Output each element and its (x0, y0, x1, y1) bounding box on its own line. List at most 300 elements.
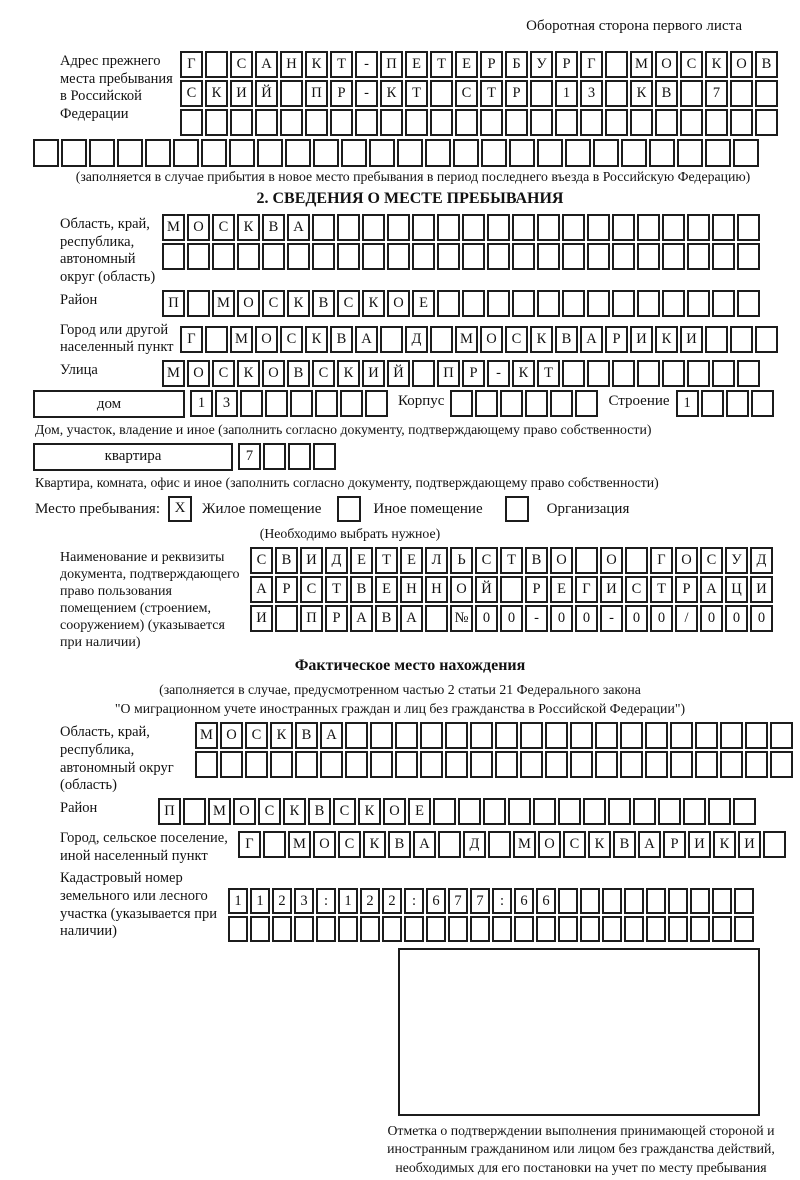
char-cell (734, 888, 754, 914)
char-cell: Д (325, 547, 348, 574)
char-cell (453, 139, 479, 167)
prev-address-block (60, 51, 800, 136)
char-cell (645, 722, 668, 749)
street-label: Улица (60, 362, 98, 379)
char-cell: Р (330, 80, 353, 107)
char-cell (637, 290, 660, 317)
char-cell: 1 (228, 888, 248, 914)
char-cell: С (563, 831, 586, 858)
char-cell: : (492, 888, 512, 914)
district-cells (162, 290, 760, 317)
char-cell (480, 109, 503, 136)
char-cell (285, 139, 311, 167)
document-row-3 (250, 605, 773, 632)
char-cell (500, 390, 523, 417)
char-cell (387, 243, 410, 270)
char-cell (288, 443, 311, 470)
char-cell: Р (505, 80, 528, 107)
char-cell: : (316, 888, 336, 914)
apartment-type-box: квартира (33, 443, 233, 471)
char-cell (312, 243, 335, 270)
char-cell (337, 214, 360, 241)
char-cell (487, 290, 510, 317)
char-cell: А (580, 326, 603, 353)
char-cell (470, 916, 490, 942)
char-cell: Р (480, 51, 503, 78)
char-cell: С (680, 51, 703, 78)
char-cell (550, 390, 573, 417)
actual-city-cells (238, 831, 786, 858)
char-cell (587, 360, 610, 387)
city-row (60, 320, 800, 357)
char-cell (612, 360, 635, 387)
char-cell: В (555, 326, 578, 353)
char-cell (658, 798, 681, 825)
apartment-cells (238, 443, 336, 470)
char-cell: П (300, 605, 323, 632)
actual-city-label: Город, сельское поселение, иной населенный пункт (60, 829, 228, 864)
char-cell (255, 109, 278, 136)
char-cell: : (404, 888, 424, 914)
char-cell: Р (663, 831, 686, 858)
char-cell: 0 (750, 605, 773, 632)
char-cell (295, 751, 318, 778)
char-cell (33, 139, 59, 167)
char-cell: 7 (470, 888, 490, 914)
char-cell (555, 109, 578, 136)
char-cell: С (300, 576, 323, 603)
char-cell: А (700, 576, 723, 603)
char-cell: № (450, 605, 473, 632)
char-cell (558, 798, 581, 825)
char-cell (580, 916, 600, 942)
confirmation-stamp-box (398, 948, 760, 1116)
char-cell (487, 214, 510, 241)
char-cell (395, 722, 418, 749)
char-cell: А (250, 576, 273, 603)
char-cell: Р (525, 576, 548, 603)
char-cell: А (400, 605, 423, 632)
char-cell (280, 80, 303, 107)
char-cell (536, 916, 556, 942)
char-cell: Т (330, 51, 353, 78)
char-cell (205, 326, 228, 353)
street-cells (162, 360, 760, 387)
stay-type-label: Место пребывания: (35, 500, 160, 517)
char-cell (745, 751, 768, 778)
char-cell (405, 109, 428, 136)
char-cell (712, 290, 735, 317)
char-cell: И (362, 360, 385, 387)
char-cell: В (262, 214, 285, 241)
char-cell: А (638, 831, 661, 858)
char-cell (187, 290, 210, 317)
char-cell (533, 798, 556, 825)
char-cell (470, 722, 493, 749)
char-cell (262, 243, 285, 270)
char-cell: К (237, 214, 260, 241)
korpus-label: Корпус (398, 393, 445, 410)
char-cell (593, 139, 619, 167)
char-cell (730, 326, 753, 353)
char-cell (637, 360, 660, 387)
char-cell: И (230, 80, 253, 107)
char-cell: У (725, 547, 748, 574)
char-cell (117, 139, 143, 167)
char-cell (637, 243, 660, 270)
char-cell (360, 916, 380, 942)
prev-address-row-1 (180, 51, 778, 78)
char-cell (602, 916, 622, 942)
char-cell (387, 214, 410, 241)
char-cell: О (237, 290, 260, 317)
char-cell: М (288, 831, 311, 858)
char-cell (705, 326, 728, 353)
char-cell: А (320, 722, 343, 749)
char-cell (220, 751, 243, 778)
region-row-2 (162, 243, 760, 270)
char-cell (545, 751, 568, 778)
char-cell: - (355, 80, 378, 107)
char-cell: Д (463, 831, 486, 858)
char-cell: Г (238, 831, 261, 858)
actual-region-row (60, 722, 800, 795)
char-cell: Й (387, 360, 410, 387)
char-cell: Т (537, 360, 560, 387)
char-cell (570, 751, 593, 778)
actual-district-row (60, 798, 800, 825)
char-cell: Е (400, 547, 423, 574)
char-cell (355, 109, 378, 136)
char-cell (362, 243, 385, 270)
char-cell (755, 80, 778, 107)
char-cell: П (380, 51, 403, 78)
char-cell (737, 360, 760, 387)
char-cell: С (505, 326, 528, 353)
char-cell (537, 290, 560, 317)
char-cell: - (487, 360, 510, 387)
char-cell: О (600, 547, 623, 574)
char-cell (620, 722, 643, 749)
char-cell: 1 (676, 390, 699, 417)
char-cell (370, 751, 393, 778)
char-cell (512, 243, 535, 270)
char-cell: Г (180, 51, 203, 78)
apartment-row (33, 443, 800, 471)
char-cell (680, 109, 703, 136)
char-cell: С (625, 576, 648, 603)
char-cell (537, 139, 563, 167)
char-cell: К (358, 798, 381, 825)
stroenie-label: Строение (608, 393, 670, 410)
char-cell: К (337, 360, 360, 387)
char-cell: Р (555, 51, 578, 78)
char-cell: Г (580, 51, 603, 78)
char-cell: Р (675, 576, 698, 603)
char-cell: О (313, 831, 336, 858)
char-cell: А (255, 51, 278, 78)
char-cell: С (258, 798, 281, 825)
checkbox-organization (505, 496, 529, 522)
char-cell (420, 751, 443, 778)
char-cell (470, 751, 493, 778)
char-cell: М (513, 831, 536, 858)
char-cell: М (208, 798, 231, 825)
char-cell: С (212, 360, 235, 387)
char-cell: Г (650, 547, 673, 574)
char-cell (583, 798, 606, 825)
prev-address-row-2 (180, 80, 778, 107)
char-cell (61, 139, 87, 167)
char-cell (751, 390, 774, 417)
char-cell (677, 139, 703, 167)
actual-region-row-2 (195, 751, 793, 778)
prev-address-row-4 (33, 139, 800, 167)
char-cell: О (187, 214, 210, 241)
actual-district-cells (158, 798, 756, 825)
char-cell (730, 109, 753, 136)
char-cell: 6 (536, 888, 556, 914)
char-cell: О (262, 360, 285, 387)
char-cell: Е (375, 576, 398, 603)
char-cell: 0 (700, 605, 723, 632)
char-cell (701, 390, 724, 417)
char-cell (481, 139, 507, 167)
char-cell (173, 139, 199, 167)
cadastral-grid (228, 888, 754, 942)
stay-type-row (35, 496, 800, 522)
char-cell: Ь (450, 547, 473, 574)
char-cell: В (350, 576, 373, 603)
checkbox-other-premises (337, 496, 361, 522)
checkbox-residential: X (168, 496, 192, 522)
char-cell (201, 139, 227, 167)
char-cell (737, 290, 760, 317)
char-cell: С (455, 80, 478, 107)
char-cell (655, 109, 678, 136)
char-cell: В (308, 798, 331, 825)
char-cell (705, 109, 728, 136)
char-cell (633, 798, 656, 825)
char-cell: 3 (580, 80, 603, 107)
char-cell (625, 547, 648, 574)
district-row (60, 290, 800, 317)
cadastral-row-1 (228, 888, 754, 914)
char-cell: К (588, 831, 611, 858)
stroenie-cells (676, 390, 774, 417)
char-cell: О (730, 51, 753, 78)
char-cell: М (212, 290, 235, 317)
char-cell (455, 109, 478, 136)
actual-location-caption-2: "О миграционном учете иностранных граждан и лиц без гражданства в Российской Федерации") (114, 701, 686, 717)
char-cell (695, 751, 718, 778)
char-cell (488, 831, 511, 858)
char-cell (730, 80, 753, 107)
char-cell (462, 290, 485, 317)
page-side-note: Оборотная сторона первого листа (526, 18, 742, 34)
char-cell (580, 109, 603, 136)
char-cell (275, 605, 298, 632)
char-cell: С (337, 290, 360, 317)
char-cell (337, 243, 360, 270)
house-row (33, 390, 800, 418)
char-cell (562, 290, 585, 317)
char-cell (445, 722, 468, 749)
char-cell: К (305, 51, 328, 78)
char-cell: Л (425, 547, 448, 574)
actual-district-label: Район (60, 799, 98, 816)
char-cell (365, 390, 388, 417)
char-cell: С (280, 326, 303, 353)
char-cell (755, 109, 778, 136)
document-row-2 (250, 576, 773, 603)
char-cell (624, 916, 644, 942)
char-cell (712, 888, 732, 914)
char-cell (320, 751, 343, 778)
char-cell: В (388, 831, 411, 858)
char-cell (726, 390, 749, 417)
char-cell (670, 751, 693, 778)
char-cell (645, 751, 668, 778)
house-cells (190, 390, 388, 417)
char-cell (395, 751, 418, 778)
char-cell: И (250, 605, 273, 632)
char-cell: П (437, 360, 460, 387)
char-cell (437, 290, 460, 317)
char-cell: С (312, 360, 335, 387)
char-cell (687, 290, 710, 317)
char-cell: С (250, 547, 273, 574)
char-cell: Е (405, 51, 428, 78)
char-cell: Й (475, 576, 498, 603)
char-cell: К (655, 326, 678, 353)
char-cell: 0 (550, 605, 573, 632)
char-cell (690, 888, 710, 914)
char-cell: Г (575, 576, 598, 603)
char-cell: В (613, 831, 636, 858)
char-cell (545, 722, 568, 749)
char-cell (720, 751, 743, 778)
char-cell (712, 360, 735, 387)
char-cell (570, 722, 593, 749)
char-cell (670, 722, 693, 749)
house-type-box: дом (33, 390, 185, 418)
cadastral-row (60, 868, 800, 942)
char-cell: П (158, 798, 181, 825)
char-cell (420, 722, 443, 749)
char-cell (763, 831, 786, 858)
char-cell: К (270, 722, 293, 749)
char-cell (737, 243, 760, 270)
stay-type-option-organization: Организация (546, 500, 630, 517)
char-cell (205, 109, 228, 136)
prev-address-row-3 (180, 109, 778, 136)
char-cell (370, 722, 393, 749)
char-cell: 6 (514, 888, 534, 914)
char-cell (737, 214, 760, 241)
char-cell (426, 916, 446, 942)
char-cell (712, 214, 735, 241)
char-cell: Т (650, 576, 673, 603)
char-cell (290, 390, 313, 417)
char-cell (712, 243, 735, 270)
char-cell: В (312, 290, 335, 317)
char-cell: К (305, 326, 328, 353)
char-cell (205, 51, 228, 78)
char-cell (162, 243, 185, 270)
char-cell: В (287, 360, 310, 387)
char-cell: 6 (426, 888, 446, 914)
char-cell: М (162, 360, 185, 387)
char-cell: Р (325, 605, 348, 632)
document-row-1 (250, 547, 773, 574)
char-cell (605, 80, 628, 107)
char-cell (340, 390, 363, 417)
char-cell (437, 214, 460, 241)
char-cell (89, 139, 115, 167)
char-cell (612, 243, 635, 270)
char-cell: В (655, 80, 678, 107)
char-cell (313, 139, 339, 167)
char-cell (512, 290, 535, 317)
char-cell (520, 722, 543, 749)
char-cell (272, 916, 292, 942)
char-cell: В (525, 547, 548, 574)
char-cell (425, 605, 448, 632)
char-cell: В (275, 547, 298, 574)
char-cell (312, 214, 335, 241)
char-cell (687, 243, 710, 270)
char-cell (537, 243, 560, 270)
char-cell: И (688, 831, 711, 858)
char-cell: Т (325, 576, 348, 603)
char-cell: - (600, 605, 623, 632)
char-cell (430, 109, 453, 136)
char-cell (621, 139, 647, 167)
char-cell (404, 916, 424, 942)
document-label: Наименование и реквизиты документа, подтверждающего право пользования помещением (строением, сооружением) (указывается при наличии) (60, 549, 240, 651)
prev-address-grid (180, 51, 778, 136)
char-cell (720, 722, 743, 749)
char-cell (145, 139, 171, 167)
char-cell: Е (550, 576, 573, 603)
char-cell: Й (255, 80, 278, 107)
char-cell (263, 831, 286, 858)
char-cell (745, 722, 768, 749)
char-cell: К (237, 360, 260, 387)
char-cell: 0 (625, 605, 648, 632)
char-cell (240, 390, 263, 417)
actual-location-title: Фактическое место нахождения (294, 657, 526, 675)
actual-location-caption-1: (заполняется в случае, предусмотренном частью 2 статьи 21 Федерального закона (159, 682, 641, 698)
char-cell: О (538, 831, 561, 858)
char-cell: С (230, 51, 253, 78)
char-cell (562, 214, 585, 241)
char-cell: С (338, 831, 361, 858)
char-cell (458, 798, 481, 825)
char-cell (602, 888, 622, 914)
char-cell (433, 798, 456, 825)
char-cell (608, 798, 631, 825)
char-cell: П (162, 290, 185, 317)
char-cell: С (475, 547, 498, 574)
char-cell (495, 722, 518, 749)
char-cell: В (330, 326, 353, 353)
char-cell (430, 80, 453, 107)
char-cell (734, 916, 754, 942)
char-cell (662, 214, 685, 241)
region-row (60, 214, 800, 287)
